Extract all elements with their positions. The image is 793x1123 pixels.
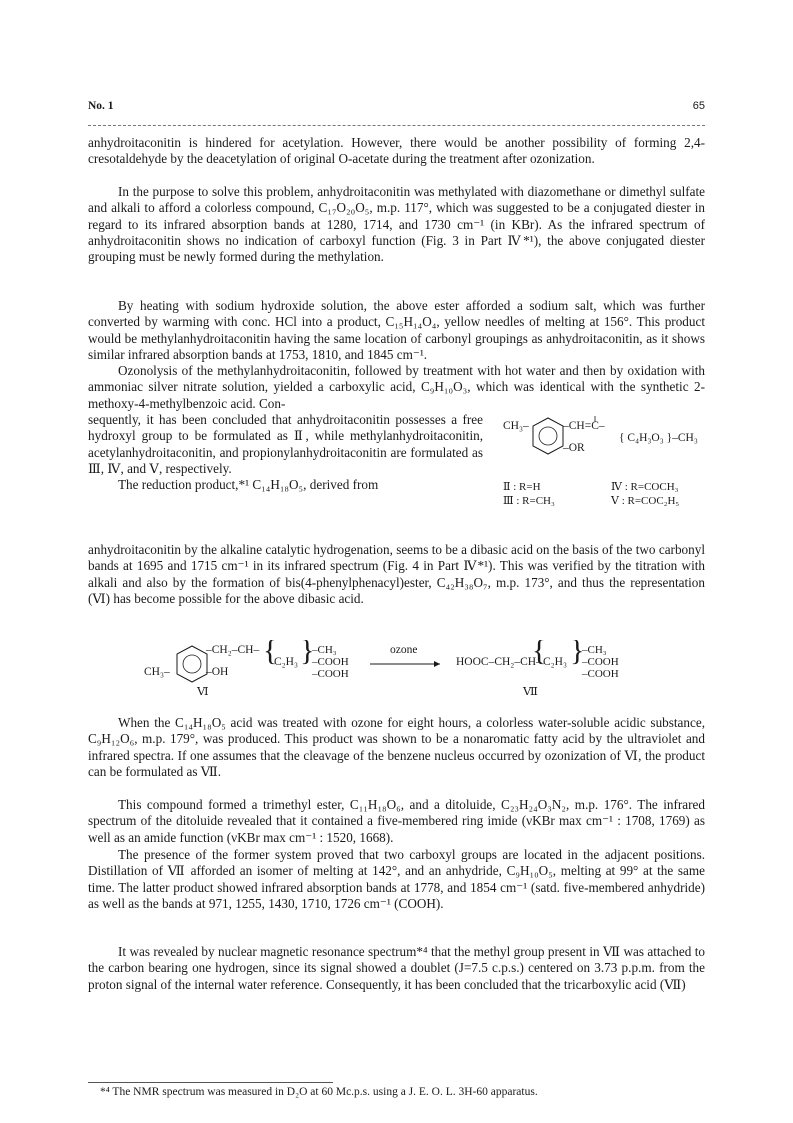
paragraph-text: This compound formed a trimethyl ester, C₁₁H₁₈O₆, and a ditoluide, C₂₃H₂₄O₃N₂, m.p. 176°. The infrared spectrum of the ditoluide revealed that it contained a five-membered ring imide (νKBr max cm⁻¹ : 1708, 1769) as well as an amide function (νKBr max cm⁻¹ : 1520, 1668).	[88, 797, 705, 845]
svg-text:{: {	[263, 640, 278, 667]
body-paragraph-4-narrow	[88, 412, 483, 493]
struct-or: –OR	[563, 442, 585, 454]
paragraph-text: It was revealed by nuclear magnetic resonance spectrum*⁴ that the methyl group present in Ⅶ was attached to the carbon bearing one hydrogen, since its signal showed a doublet (J=7.5 c.p.s.) centered on 3.73 p.p.m. from the proton signal of the internal water reference. Consequently, it has been concluded that the tricarboxylic acid (Ⅶ)	[88, 944, 705, 992]
body-paragraph-8	[88, 847, 705, 912]
arrow-label: ozone	[390, 644, 418, 656]
body-paragraph-3	[88, 298, 705, 363]
struct-bracket-group: { C₄H₃O₃ }–CH₃	[619, 432, 698, 444]
body-paragraph-7	[88, 797, 705, 846]
header-rule	[88, 125, 705, 126]
footnote-rule	[88, 1082, 333, 1083]
struct-label-v: Ⅴ : R=COC₂H₅	[611, 495, 680, 507]
svg-text:}: }	[570, 640, 585, 667]
vii-group: C₂H₃	[543, 656, 567, 668]
struct-label-ii: Ⅱ : R=H	[503, 481, 541, 493]
struct-side-chain: –CH=C–	[563, 420, 605, 432]
vi-side-chain: –CH₂–CH–	[206, 644, 260, 656]
reaction-scheme	[140, 640, 680, 700]
vi-group: C₂H₃	[274, 656, 298, 668]
vii-main-chain: HOOC–CH₂–CH–	[456, 656, 542, 668]
vi-label: Ⅵ	[197, 686, 209, 698]
body-paragraph-9	[88, 944, 705, 993]
paragraph-text: The presence of the former system proved that two carboxyl groups are located in the adjacent positions. Distillation of Ⅶ afforded an isomer of melting at 142°, and an anhydride, C₉H₁₀O₅, melting at 99° at the same time. The latter product showed infrared absorption bands at 1778, and 1854 cm⁻¹ (satd. five-membered anhydride) as well as the bands at 971, 1255, 1430, 1710, 1726 cm⁻¹ (COOH).	[88, 847, 705, 911]
svg-text:{: {	[532, 640, 547, 667]
paragraph-text: The reduction product,*¹ C₁₄H₁₈O₅, derived from	[118, 477, 379, 493]
struct-label-iv: Ⅳ : R=COCH₃	[611, 481, 679, 493]
paragraph-text: By heating with sodium hydroxide solution, the above ester afforded a sodium salt, which was further converted by warming with conc. HCl into a product, C₁₅H₁₄O₄, yellow needles of melting at 156°. This product would be methylanhydroitaconitin having the same location of carbonyl groupings as anhydroitaconitin, as it shows similar infrared absorption bands at 1753, 1810, and 1845 cm⁻¹.	[88, 298, 705, 362]
body-paragraph-5	[88, 542, 705, 607]
footnote: *⁴ The NMR spectrum was measured in D₂O at 60 Mc.p.s. using a J. E. O. L. 3H-60 apparatus.	[100, 1086, 538, 1098]
paragraph-text: When the C₁₄H₁₈O₅ acid was treated with ozone for eight hours, a colorless water-soluble acidic substance, C₉H₁₂O₆, m.p. 179°, was produced. This product was shown to be a nonaromatic fatty acid by the ultraviolet and infrared spectra. If one assumes that the cleavage of the benzene nucleus occurred by ozonization of Ⅵ, the product can be formulated as Ⅶ.	[88, 715, 705, 779]
body-paragraph-6	[88, 715, 705, 780]
svg-text:}: }	[300, 640, 315, 667]
paragraph-text: Ozonolysis of the methylanhydroitaconitin, followed by treatment with hot water and then by oxidation with ammoniac silver nitrate solution, yielded a carboxylic acid, C₉H₁₀O₃, which was identical with the synthetic 2-methoxy-4-methylbenzoic acid. Con-	[88, 363, 705, 411]
vi-sub-2: –COOH	[312, 656, 349, 668]
paragraph-text: anhydroitaconitin by the alkaline catalytic hydrogenation, seems to be a dibasic acid on the basis of the two carbonyl bands at 1695 and 1715 cm⁻¹ in its infrared spectrum (Fig. 4 in Part Ⅳ*¹). This was verified by the titration with alkali and also by the formation of bis(4-phenylphenacyl)ester, C₄₂H₃₈O₇, m.p. 173°, and thus the representation (Ⅵ) has become possible for the above dibasic acid.	[88, 542, 705, 606]
vii-sub-2: –COOH	[582, 656, 619, 668]
paragraph-text: sequently, it has been concluded that anhydroitaconitin possesses a free hydroxyl group to be formulated as Ⅱ, while methylanhydroitaconitin, acetylanhydroitaconitin, and propionylanhydroitaconitin are formulated as Ⅲ, Ⅳ, and Ⅴ, respectively.	[88, 412, 483, 476]
vi-ch3: CH₃–	[144, 666, 170, 678]
body-paragraph-4-start	[88, 363, 705, 412]
vi-oh: –OH	[206, 666, 229, 678]
struct-label-iii: Ⅲ : R=CH₃	[503, 495, 555, 507]
vii-sub-1: –CH₃	[582, 644, 607, 656]
body-paragraph-1	[88, 135, 705, 168]
struct-ch3: CH₃–	[503, 420, 529, 432]
body-paragraph-2	[88, 184, 705, 265]
vi-sub-1: –CH₃	[312, 644, 337, 656]
paragraph-text: anhydroitaconitin is hindered for acetylation. However, there would be another possibility of forming 2,4-cresotaldehyde by the deacetylation of original O-acetate during the treatment after ozonization.	[88, 135, 705, 167]
page-number: 65	[692, 100, 705, 112]
vii-label: Ⅶ	[523, 686, 538, 698]
paragraph-text: In the purpose to solve this problem, anhydroitaconitin was methylated with diazomethane or dimethyl sulfate and alkali to afford a colorless compound, C₁₇O₂₀O₅, m.p. 117°, which was suggested to be a conjugated diester in regard to its infrared absorption bands at 1280, 1714, and 1730 cm⁻¹ (in KBr). As the infrared spectrum of anhydroitaconitin shows no indication of carboxyl function (Fig. 3 in Part Ⅳ*¹), the above conjugated diester grouping must be newly formed during the methylation.	[88, 184, 705, 265]
journal-number: No. 1	[88, 100, 114, 112]
vi-sub-3: –COOH	[312, 668, 349, 680]
page-header	[88, 100, 705, 118]
vii-sub-3: –COOH	[582, 668, 619, 680]
structure-ii-v	[503, 412, 718, 522]
